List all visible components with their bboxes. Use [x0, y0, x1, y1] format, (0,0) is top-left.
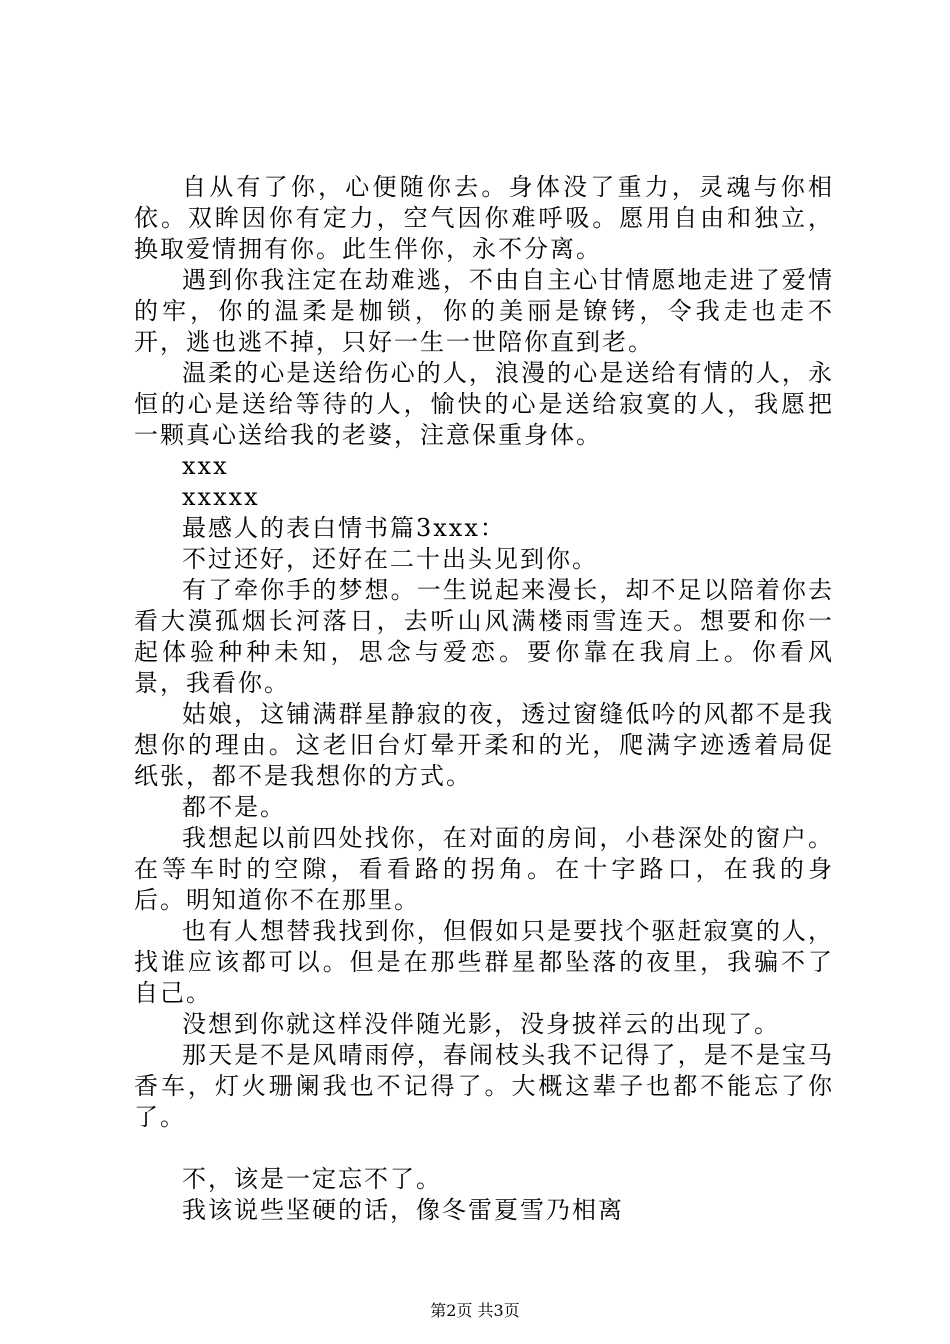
paragraph: 自从有了你，心便随你去。身体没了重力，灵魂与你相依。双眸因你有定力，空气因你难呼吸。愿用自由和独立，换取爱情拥有你。此生伴你，永不分离。 — [134, 173, 834, 263]
paragraph: 有了牵你手的梦想。一生说起来漫长，却不足以陪着你去看大漠孤烟长河落日，去听山风满楼雨雪连天。想要和你一起体验种种未知，思念与爱恋。要你靠在我肩上。你看风景，我看你。 — [134, 576, 834, 697]
document-body — [134, 172, 834, 1226]
section-heading: 最感人的表白情书篇3xxx： — [182, 514, 506, 542]
paragraph: 也有人想替我找到你，但假如只是要找个驱赶寂寞的人，找谁应该都可以。但是在那些群星都坠落的夜里，我骗不了自己。 — [134, 917, 834, 1007]
date-line: xxxxx — [182, 483, 260, 511]
paragraph: 遇到你我注定在劫难逃，不由自主心甘情愿地走进了爱情的牢，你的温柔是枷锁，你的美丽是镣铐，令我走也走不开，逃也逃不掉，只好一生一世陪你直到老。 — [134, 266, 834, 356]
paragraph: 没想到你就这样没伴随光影，没身披祥云的出现了。 — [182, 1010, 780, 1038]
paragraph: 都不是。 — [182, 793, 286, 821]
paragraph: 姑娘，这铺满群星静寂的夜，透过窗缝低吟的风都不是我想你的理由。这老旧台灯晕开柔和的光，爬满字迹透着局促纸张，都不是我想你的方式。 — [134, 700, 834, 790]
paragraph: 温柔的心是送给伤心的人，浪漫的心是送给有情的人，永恒的心是送给等待的人，愉快的心是送给寂寞的人，我愿把一颗真心送给我的老婆，注意保重身体。 — [134, 359, 834, 449]
signature-line: xxx — [182, 452, 229, 480]
paragraph: 我该说些坚硬的话，像冬雷夏雪乃相离 — [182, 1196, 624, 1224]
paragraph: 我想起以前四处找你，在对面的房间，小巷深处的窗户。在等车时的空隙，看看路的拐角。在十字路口，在我的身后。明知道你不在那里。 — [134, 824, 834, 914]
paragraph: 不，该是一定忘不了。 — [182, 1165, 442, 1193]
page-footer — [0, 1301, 950, 1321]
paragraph: 那天是不是风晴雨停，春闹枝头我不记得了，是不是宝马香车，灯火珊阑我也不记得了。大概这辈子也都不能忘了你了。 — [134, 1041, 834, 1131]
paragraph: 不过还好，还好在二十出头见到你。 — [182, 545, 598, 573]
page-number: 第2页 共3页 — [430, 1301, 520, 1320]
